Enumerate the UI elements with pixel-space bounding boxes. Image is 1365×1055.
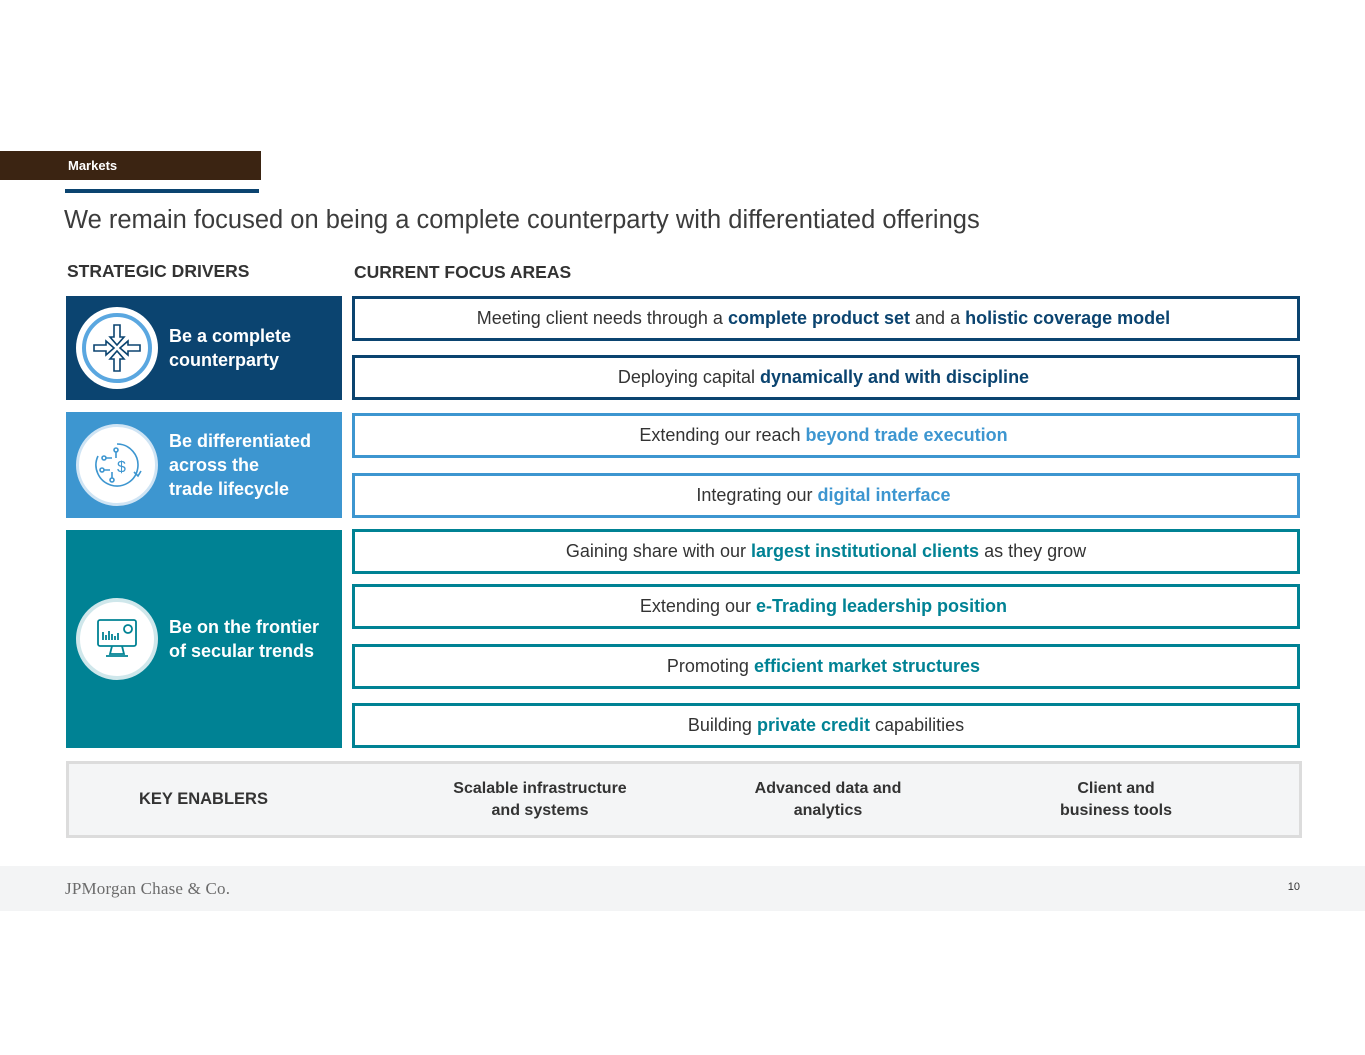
footer <box>0 866 1365 911</box>
focus-text: Extending our <box>639 596 751 616</box>
driver-differentiated-lifecycle <box>66 412 342 518</box>
focus-highlight: dynamically and with discipline <box>760 367 1030 387</box>
focus-areas-heading: CURRENT FOCUS AREAS <box>354 262 572 282</box>
section-tab <box>0 151 261 180</box>
title-rule <box>65 189 259 193</box>
page-number: 10 <box>1287 881 1300 893</box>
focus-area-institutional-clients <box>352 529 1300 574</box>
strategic-drivers-heading: STRATEGIC DRIVERS <box>67 261 250 281</box>
focus-highlight: e-Trading leadership position <box>756 596 1008 616</box>
driver-icon-circle <box>76 598 158 680</box>
page-title: We remain focused on being a complete counterparty with differentiated offerings <box>64 206 980 234</box>
key-enablers-bar <box>66 761 1302 838</box>
focus-area-product-set <box>352 296 1300 341</box>
driver-icon-circle <box>76 424 158 506</box>
focus-highlight: complete product set <box>727 308 910 328</box>
focus-text: as they grow <box>984 541 1087 561</box>
enabler-data-analytics: Advanced data and analytics <box>754 780 902 819</box>
focus-highlight: largest institutional clients <box>751 541 980 561</box>
driver-secular-trends <box>66 530 342 748</box>
section-label: Markets <box>68 158 118 173</box>
converging-arrows-icon <box>92 323 142 373</box>
focus-text: and a <box>915 308 961 328</box>
driver-complete-counterparty <box>66 296 342 400</box>
focus-area-beyond-execution <box>352 413 1300 458</box>
focus-highlight: holistic coverage model <box>965 308 1171 328</box>
focus-text: Building <box>687 715 752 735</box>
company-logo: JPMorgan Chase & Co. <box>65 879 231 898</box>
dollar-cycle-icon <box>90 438 144 492</box>
focus-area-private-credit <box>352 703 1300 748</box>
svg-text:$: $ <box>117 459 126 476</box>
focus-text: Promoting <box>666 656 749 676</box>
focus-highlight: digital interface <box>817 485 951 505</box>
focus-text: capabilities <box>875 715 965 735</box>
driver-label: Be a complete counterparty <box>169 326 292 370</box>
focus-text: Extending our reach <box>639 425 801 445</box>
enabler-infrastructure: Scalable infrastructure and systems <box>453 780 627 819</box>
focus-text: Meeting client needs through a <box>476 308 723 328</box>
driver-label: Be on the frontier of secular trends <box>169 617 320 661</box>
enabler-client-tools: Client and business tools <box>1059 780 1173 819</box>
focus-highlight: beyond trade execution <box>805 425 1008 445</box>
focus-highlight: private credit <box>756 715 871 735</box>
driver-label: Be differentiated across the trade lifecycle <box>169 431 312 499</box>
trading-monitor-icon <box>92 614 142 664</box>
focus-area-market-structures <box>352 644 1300 689</box>
focus-text: Integrating our <box>696 485 813 505</box>
focus-text: Gaining share with our <box>565 541 746 561</box>
focus-area-digital-interface <box>352 473 1300 518</box>
focus-area-deploying-capital <box>352 355 1300 400</box>
focus-highlight: efficient market structures <box>753 656 981 676</box>
key-enablers-title: KEY ENABLERS <box>139 790 268 808</box>
driver-icon-circle <box>76 307 158 389</box>
focus-text: Deploying capital <box>617 367 755 387</box>
focus-area-etrading <box>352 584 1300 629</box>
